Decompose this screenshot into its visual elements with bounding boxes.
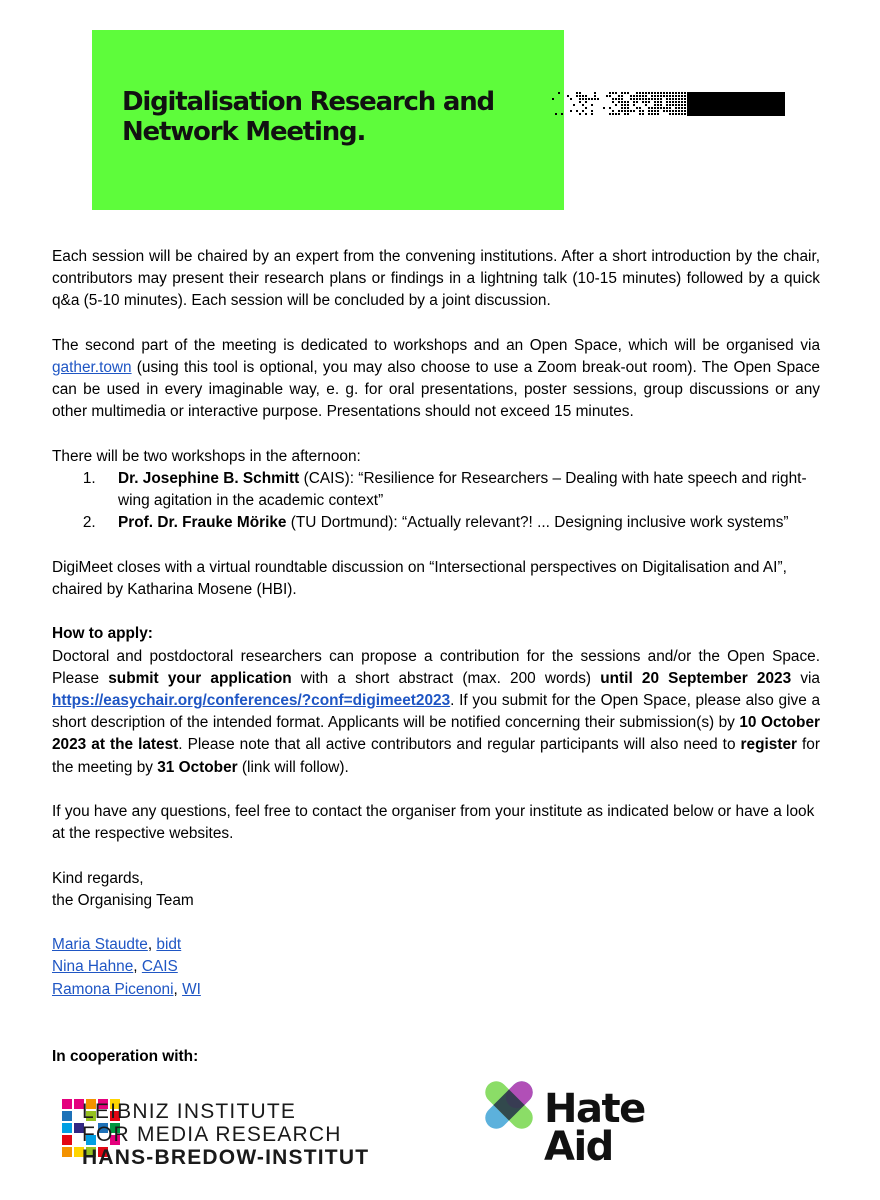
banner-halftone-strip [537,92,785,116]
cooperation-label: In cooperation with: [52,1048,199,1065]
workshops-list [52,468,820,535]
leibniz-logo-text: LEIBNIZ INSTITUTE FOR MEDIA RESEARCH HANS-BREDOW-INSTITUT [82,1100,370,1169]
roundtable-paragraph: DigiMeet closes with a virtual roundtable discussion on “Intersectional perspectives on Digitalisation and AI”, chaired by Katharina Mosene (HBI). [52,558,787,598]
questions-paragraph: If you have any questions, feel free to contact the organiser from your institute as indicated below or have a look at the respective websites. [52,803,815,843]
apply-heading: How to apply: [52,625,153,643]
letter-body [52,246,820,1001]
banner-title-line2: Network Meeting. [122,117,366,147]
open-space-paragraph: The second part of the meeting is dedicated to workshops and an Open Space, which will be organised via gather.town (using this tool is optional, you may also choose to use a Zoom break-out room). The Open Space can be used in every imaginable way, e. g. for oral presentations, poster sessions, group discussions or any other multimedia or interactive purpose. Presentations should not exceed 15 minutes. [52,336,820,421]
hateaid-logo-icon [478,1074,540,1136]
contact-name-link[interactable]: Ramona Picenoni [52,980,174,998]
contact-item: Maria Staudte, bidt [52,936,182,954]
list-item: 2. Prof. Dr. Frauke Mörike (TU Dortmund): “Actually relevant?! ... Designing inclusive work systems” [100,512,820,534]
contact-item: Nina Hahne, CAIS [52,958,178,976]
hateaid-logo-text: Hate Aid [544,1086,645,1170]
easychair-link[interactable]: https://easychair.org/conferences/?conf=digimeet2023 [52,692,451,709]
contact-org-link[interactable]: WI [182,980,201,998]
contact-item: Ramona Picenoni, WI [52,980,201,998]
contact-org-link[interactable]: CAIS [141,958,178,976]
gather-town-link[interactable]: gather.town [52,359,132,376]
contact-org-link[interactable]: bidt [156,936,182,954]
banner-title-line1: Digitalisation Research and [122,87,494,117]
list-item: 1. Dr. Josephine B. Schmitt (CAIS): “Resilience for Researchers – Dealing with hate speech and right-wing agitation in the academic context” [100,468,820,512]
contact-name-link[interactable]: Nina Hahne [52,958,134,976]
header-banner [92,30,564,210]
workshops-intro: There will be two workshops in the afternoon: [52,447,361,465]
signoff: Kind regards, the Organising Team [52,869,194,909]
sessions-paragraph: Each session will be chaired by an expert from the convening institutions. After a short introduction by the chair, contributors may present their research plans or findings in a lightning talk (10-15 minutes) followed by a quick q&a (5-10 minutes). Each session will be concluded by a joint discussion. [52,248,820,310]
apply-paragraph: Doctoral and postdoctoral researchers can propose a contribution for the sessions and/or the Open Space. Please submit your application with a short abstract (max. 200 words) until 20 September 2023 via https://easychair.org/conferences/?conf=digimeet2023. If you submit for the Open Space, please also give a short description of the intended format. Applicants will be notified concerning their submission(s) by 10 October 2023 at the latest. Please note that all active contributors and regular participants will also need to register for the meeting by 31 October (link will follow). [52,647,820,776]
contact-name-link[interactable]: Maria Staudte [52,936,148,954]
banner-title [122,87,494,147]
contacts-list [52,934,820,1001]
